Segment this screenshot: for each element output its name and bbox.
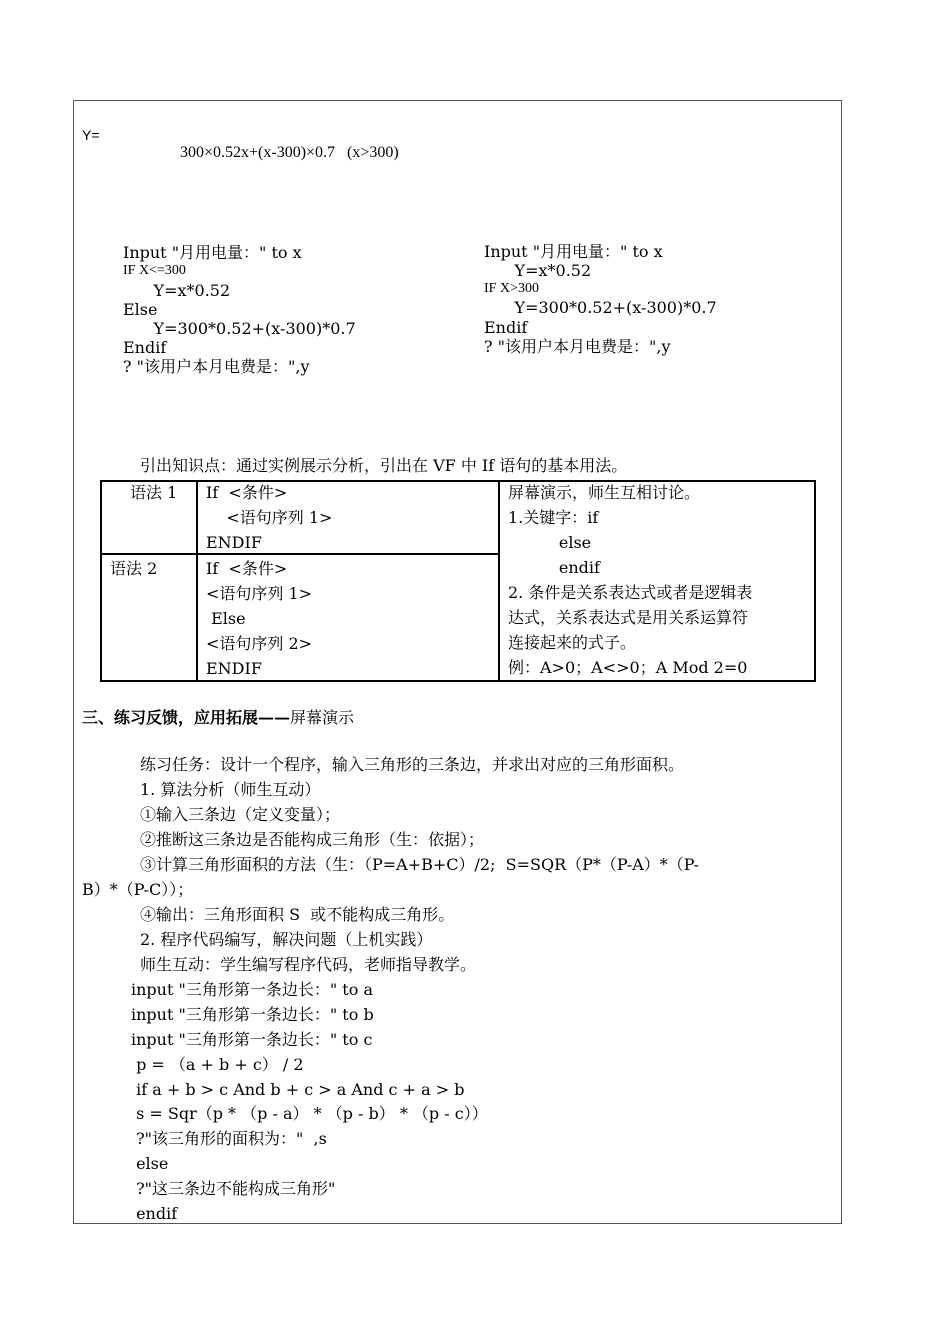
practice-line: ②推断这三条边是否能构成三角形（生：依据）； — [140, 830, 485, 849]
syntax2-label: 语法 2 — [110, 559, 158, 578]
table-divider — [100, 553, 500, 555]
left-code-line: Else — [123, 300, 158, 319]
program-line: ?"这三条边不能构成三角形" — [131, 1179, 336, 1198]
right-code-line: Y=x*0.52 — [484, 261, 592, 280]
syntax2-line: <语句序列 1> — [206, 584, 313, 603]
syntax2-line: ENDIF — [206, 659, 262, 678]
syntax1-line: <语句序列 1> — [206, 508, 333, 527]
syntax-note: 例：A>0；A<>0；A Mod 2=0 — [508, 658, 748, 677]
section3-heading — [82, 710, 354, 726]
syntax-note: 达式，关系表达式是用关系运算符 — [508, 608, 749, 627]
right-code-line: Input "月用电量：" to x — [484, 242, 663, 261]
left-code-line: Y=300*0.52+(x-300)*0.7 — [123, 319, 356, 338]
program-line: input "三角形第一条边长：" to c — [131, 1030, 373, 1049]
program-line: input "三角形第一条边长：" to b — [131, 1005, 374, 1024]
syntax2-line: <语句序列 2> — [206, 634, 313, 653]
syntax-note: 连接起来的式子。 — [508, 633, 637, 652]
syntax-note: 1.关键字：if — [508, 508, 599, 527]
syntax1-line: ENDIF — [206, 533, 262, 552]
program-line: if a + b > c And b + c > a And c + a > b — [131, 1080, 465, 1099]
left-code-line: Y=x*0.52 — [123, 281, 231, 300]
syntax-note: 2. 条件是关系表达式或者是逻辑表 — [508, 583, 753, 602]
left-code-line: Input "月用电量：" to x — [123, 243, 302, 262]
program-line: else — [131, 1154, 169, 1173]
practice-line: 2. 程序代码编写，解决问题（上机实践） — [140, 930, 433, 949]
syntax1-line: If <条件> — [206, 483, 288, 502]
practice-line: 练习任务：设计一个程序，输入三角形的三条边，并求出对应的三角形面积。 — [140, 755, 685, 774]
table-divider — [498, 480, 500, 682]
left-code-line: ? "该用户本月电费是：",y — [123, 357, 310, 376]
program-line: s = Sqr（p * （p - a） * （p - b） * （p - c）） — [131, 1104, 488, 1123]
program-line: p = （a + b + c） / 2 — [131, 1055, 304, 1074]
y-label: Y= — [82, 127, 100, 143]
left-code-line: IF X<=300 — [123, 263, 186, 278]
section3-title-rest: 屏幕演示 — [290, 708, 355, 727]
section3-title-bold: 三、练习反馈，应用拓展—— — [82, 708, 291, 727]
left-code-line: Endif — [123, 338, 167, 357]
practice-line: ③计算三角形面积的方法（生：（P=A+B+C）/2; S=SQR（P*（P-A）*（P- — [140, 855, 700, 874]
practice-wrap-line: B）*（P-C））； — [82, 880, 194, 899]
knowledge-intro: 引出知识点：通过实例展示分析，引出在 VF 中 If 语句的基本用法。 — [140, 456, 628, 475]
piecewise-expression: 300×0.52x+(x-300)×0.7 (x>300) — [180, 144, 399, 161]
syntax-note: endif — [508, 558, 600, 577]
syntax2-line: Else — [206, 609, 246, 628]
syntax-note: 屏幕演示，师生互相讨论。 — [508, 483, 701, 502]
program-line: input "三角形第一条边长：" to a — [131, 980, 373, 999]
syntax-note: else — [508, 533, 592, 552]
right-code-line: ? "该用户本月电费是：",y — [484, 337, 671, 356]
table-divider — [196, 480, 198, 682]
practice-line: 师生互动：学生编写程序代码，老师指导教学。 — [140, 955, 477, 974]
practice-line: 1. 算法分析（师生互动） — [140, 780, 321, 799]
program-line: ?"该三角形的面积为：" ,s — [131, 1129, 327, 1148]
syntax2-line: If <条件> — [206, 559, 288, 578]
syntax1-label: 语法 1 — [130, 483, 178, 502]
right-code-line: IF X>300 — [484, 281, 539, 296]
program-line: endif — [131, 1204, 178, 1223]
right-code-line: Y=300*0.52+(x-300)*0.7 — [484, 298, 717, 317]
right-code-line: Endif — [484, 318, 528, 337]
practice-line: ①输入三条边（定义变量）； — [140, 805, 341, 824]
practice-line: ④输出：三角形面积 S 或不能构成三角形。 — [140, 905, 455, 924]
